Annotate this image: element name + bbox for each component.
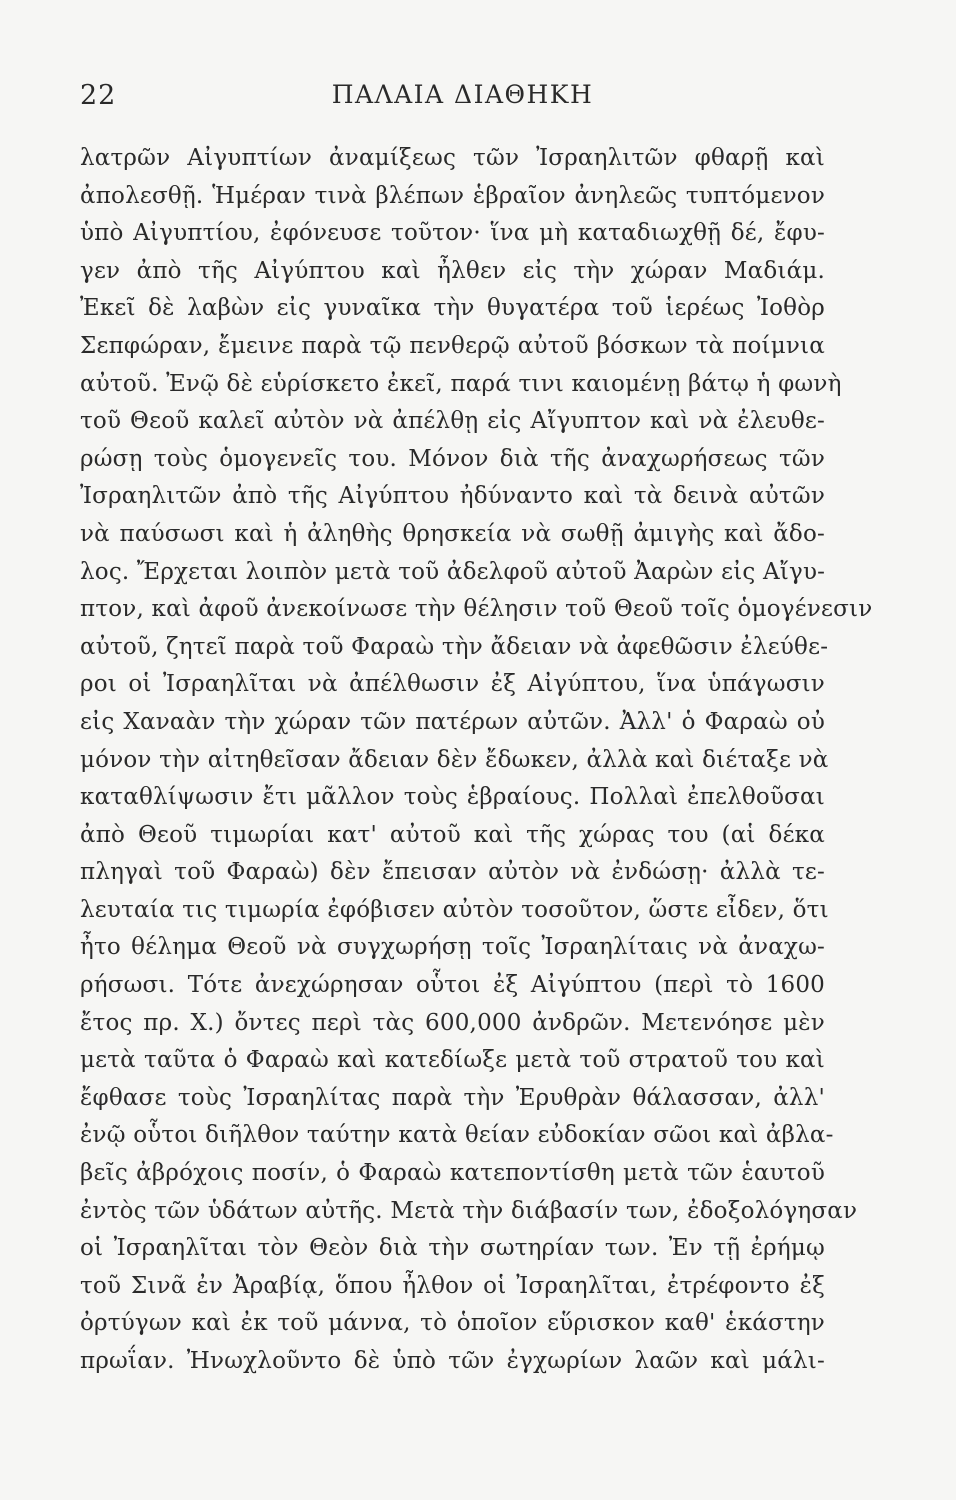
text-line: καταθλίψωσιν ἔτι μᾶλλον τοὺς ἑβραίους. Πολλαὶ ἐπελθοῦσαι: [80, 784, 825, 811]
body-text: [80, 140, 873, 1381]
text-line: οἱ Ἰσραηλῖται τὸν Θεὸν διὰ τὴν σωτηρίαν των. Ἐν τῇ ἐρήμῳ: [80, 1235, 825, 1262]
text-line: πληγαὶ τοῦ Φαραὼ) δὲν ἔπεισαν αὐτὸν νὰ ἐνδώσῃ· ἀλλὰ τε-: [80, 859, 825, 886]
page-header: [80, 80, 825, 120]
text-line: Ἐκεῖ δὲ λαβὼν εἰς γυναῖκα τὴν θυγατέρα τοῦ ἱερέως Ἰοθὸρ: [80, 295, 825, 322]
text-line: ἐντὸς τῶν ὑδάτων αὐτῆς. Μετὰ τὴν διάβασίν των, ἐδοξολόγησαν: [80, 1197, 858, 1224]
text-line: πτον, καὶ ἀφοῦ ἀνεκοίνωσε τὴν θέλησιν τοῦ Θεοῦ τοῖς ὁμογένεσιν: [80, 596, 873, 623]
text-line: Ἰσραηλιτῶν ἀπὸ τῆς Αἰγύπτου ἠδύναντο καὶ τὰ δεινὰ αὐτῶν: [80, 483, 825, 510]
text-line: τοῦ Θεοῦ καλεῖ αὐτὸν νὰ ἀπέλθῃ εἰς Αἴγυπτον καὶ νὰ ἐλευθε-: [80, 408, 825, 435]
text-line: ἦτο θέλημα Θεοῦ νὰ συγχωρήσῃ τοῖς Ἰσραηλίταις νὰ ἀναχω-: [80, 934, 825, 961]
text-line: μετὰ ταῦτα ὁ Φαραὼ καὶ κατεδίωξε μετὰ τοῦ στρατοῦ του καὶ: [80, 1047, 825, 1074]
text-line: ἀπὸ Θεοῦ τιμωρίαι κατ' αὐτοῦ καὶ τῆς χώρας του (αἱ δέκα: [80, 821, 825, 848]
text-line: ὀρτύγων καὶ ἐκ τοῦ μάννα, τὸ ὁποῖον εὕρισκον καθ' ἑκάστην: [80, 1310, 825, 1337]
text-line: ἐνῷ οὗτοι διῆλθον ταύτην κατὰ θείαν εὐδοκίαν σῶοι καὶ ἀβλα-: [80, 1122, 834, 1149]
text-line: πρωΐαν. Ἠνωχλοῦντο δὲ ὑπὸ τῶν ἐγχωρίων λαῶν καὶ μάλι-: [80, 1348, 825, 1374]
text-line: ἔφθασε τοὺς Ἰσραηλίτας παρὰ τὴν Ἐρυθρὰν θάλασσαν, ἀλλ': [80, 1084, 825, 1111]
text-line: λευταία τις τιμωρία ἐφόβισεν αὐτὸν τοσοῦτον, ὥστε εἶδεν, ὅτι: [80, 896, 829, 923]
text-line: αὐτοῦ, ζητεῖ παρὰ τοῦ Φαραὼ τὴν ἄδειαν νὰ ἀφεθῶσιν ἐλεύθε-: [80, 633, 829, 660]
text-line: λος. Ἔρχεται λοιπὸν μετὰ τοῦ ἀδελφοῦ αὐτοῦ Ἀαρὼν εἰς Αἴγυ-: [80, 558, 826, 585]
text-line: τοῦ Σινᾶ ἐν Ἀραβίᾳ, ὅπου ἦλθον οἱ Ἰσραηλῖται, ἐτρέφοντο ἐξ: [80, 1272, 825, 1299]
text-line: ρήσωσι. Τότε ἀνεχώρησαν οὗτοι ἐξ Αἰγύπτου (περὶ τὸ 1600: [80, 972, 825, 999]
text-line: γεν ἀπὸ τῆς Αἰγύπτου καὶ ἦλθεν εἰς τὴν χώραν Μαδιάμ.: [80, 257, 825, 284]
text-line: νὰ παύσωσι καὶ ἡ ἀληθὴς θρησκεία νὰ σωθῇ ἀμιγὴς καὶ ἄδο-: [80, 520, 825, 547]
text-line: ἀπολεσθῇ. Ἡμέραν τινὰ βλέπων ἑβραῖον ἀνηλεῶς τυπτόμενον: [80, 182, 825, 209]
page-number: 22: [80, 80, 117, 111]
text-line: εἰς Χαναὰν τὴν χώραν τῶν πατέρων αὐτῶν. Ἀλλ' ὁ Φαραὼ οὐ: [80, 708, 825, 735]
text-line: λατρῶν Αἰγυπτίων ἀναμίξεως τῶν Ἰσραηλιτῶν φθαρῇ καὶ: [80, 145, 825, 171]
text-line: Σεπφώραν, ἔμεινε παρὰ τῷ πενθερῷ αὐτοῦ βόσκων τὰ ποίμνια: [80, 332, 825, 359]
text-line: βεῖς ἀβρόχοις ποσίν, ὁ Φαραὼ κατεποντίσθη μετὰ τῶν ἑαυτοῦ: [80, 1160, 825, 1187]
running-title: ΠΑΛΑΙΑ ΔΙΑΘΗΚΗ: [331, 80, 594, 109]
text-line: ρώσῃ τοὺς ὁμογενεῖς του. Μόνον διὰ τῆς ἀναχωρήσεως τῶν: [80, 445, 825, 472]
text-line: αὐτοῦ. Ἐνῷ δὲ εὑρίσκετο ἐκεῖ, παρά τινι καιομένῃ βάτῳ ἡ φωνὴ: [80, 370, 842, 397]
text-line: μόνον τὴν αἰτηθεῖσαν ἄδειαν δὲν ἔδωκεν, ἀλλὰ καὶ διέταξε νὰ: [80, 746, 829, 773]
text-line: ἔτος πρ. Χ.) ὄντες περὶ τὰς 600,000 ἀνδρῶν. Μετενόησε μὲν: [80, 1009, 825, 1036]
text-line: ὑπὸ Αἰγυπτίου, ἐφόνευσε τοῦτον· ἵνα μὴ καταδιωχθῇ δέ, ἔφυ-: [80, 220, 825, 247]
text-line: ροι οἱ Ἰσραηλῖται νὰ ἀπέλθωσιν ἐξ Αἰγύπτου, ἵνα ὑπάγωσιν: [80, 671, 825, 698]
